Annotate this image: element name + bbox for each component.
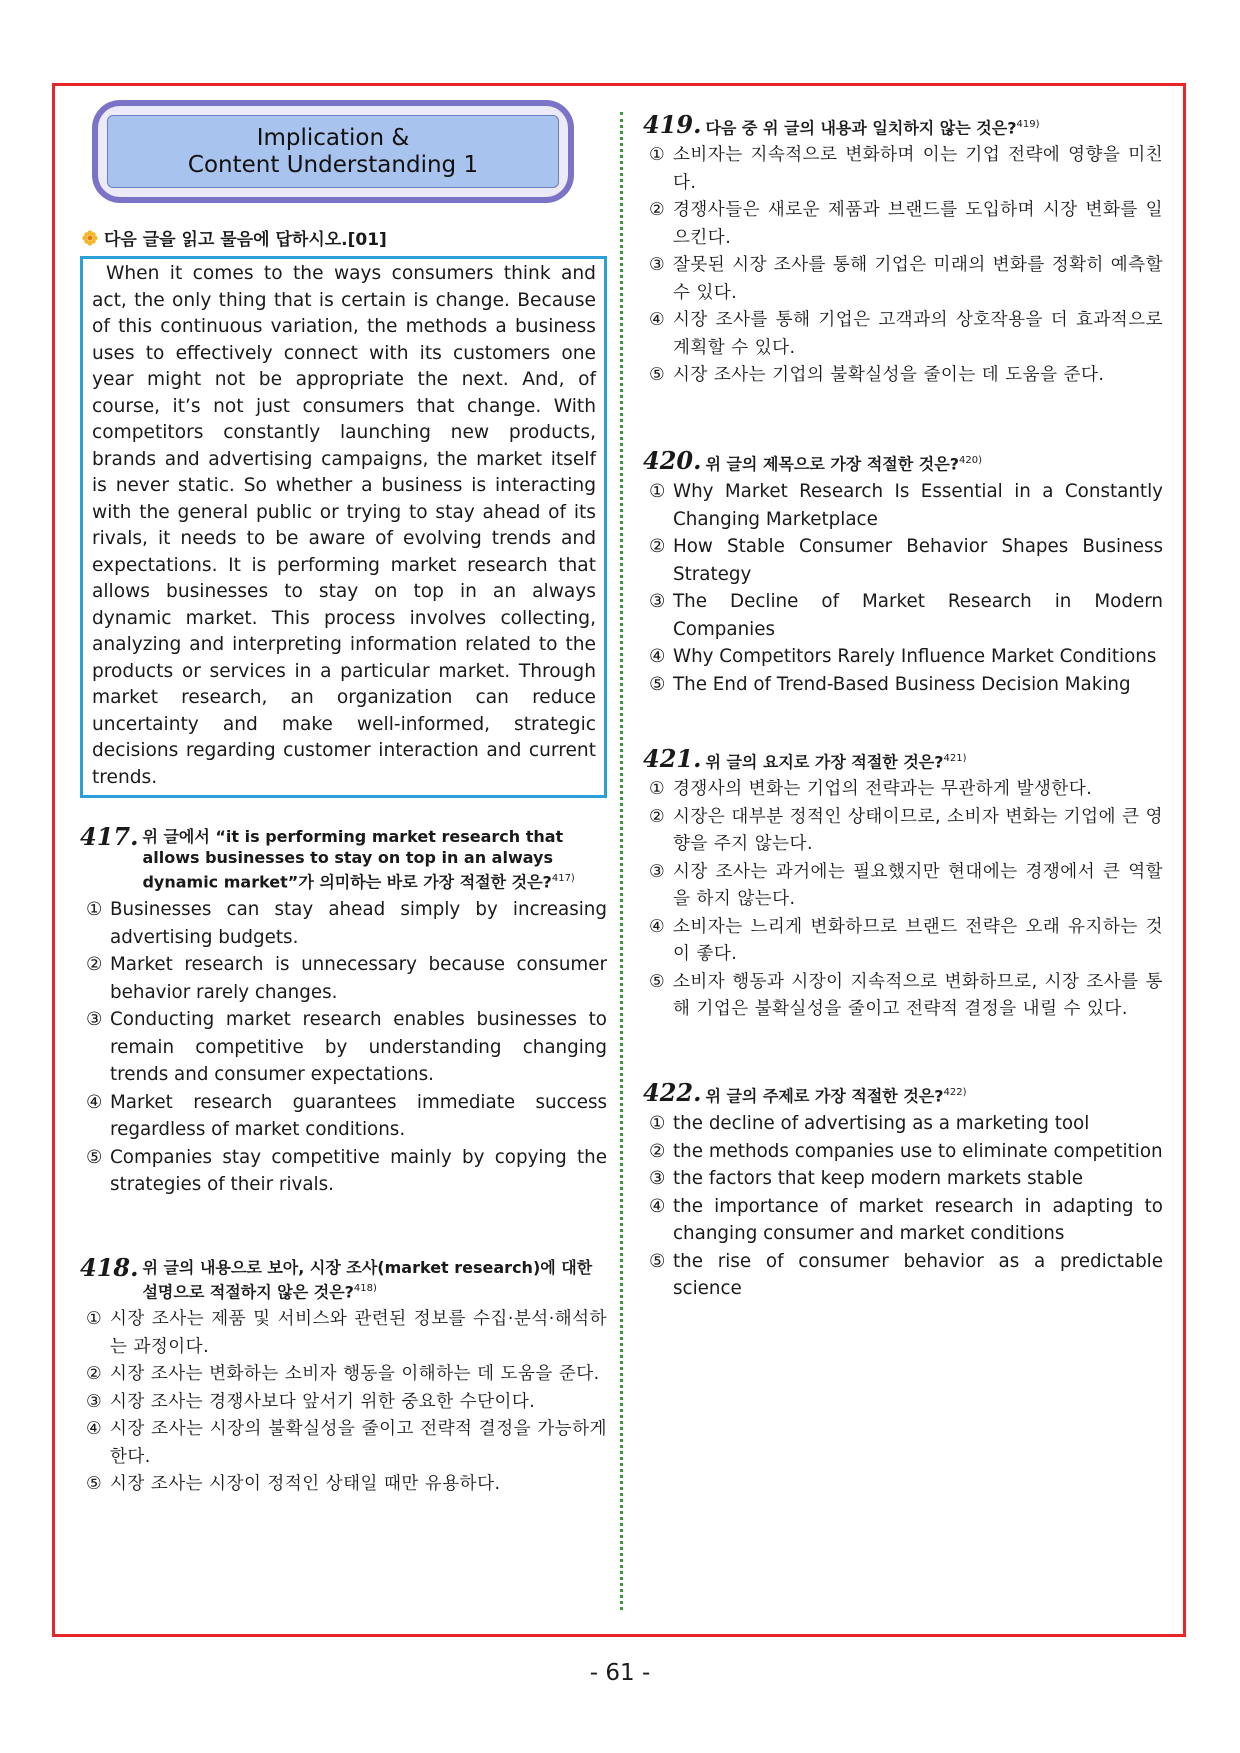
option-text: the factors that keep modern markets stable xyxy=(673,1168,1083,1190)
section-title-line2: Content Understanding 1 xyxy=(187,151,479,178)
option[interactable] xyxy=(80,951,607,1006)
section-title-line1: Implication & xyxy=(256,124,410,151)
option-number: ③ xyxy=(649,255,666,276)
option-text: Why Market Research Is Essential in a Constantly Changing Marketplace xyxy=(673,481,1163,530)
option-text: Companies stay competitive mainly by copying the strategies of their rivals. xyxy=(110,1146,607,1196)
option-text: 시장 조사는 변화하는 소비자 행동을 이해하는 데 도움을 준다. xyxy=(110,1364,600,1385)
option-number: ③ xyxy=(649,1168,666,1190)
option[interactable] xyxy=(80,1389,607,1417)
option-text: 시장 조사는 과거에는 필요했지만 현대에는 경쟁에서 큰 역할을 하지 않는다. xyxy=(673,861,1163,910)
option[interactable] xyxy=(643,804,1163,859)
footnote-ref: 418) xyxy=(353,1282,377,1294)
option-text: How Stable Consumer Behavior Shapes Business Strategy xyxy=(673,536,1163,585)
instruction xyxy=(82,225,607,250)
option-number: ② xyxy=(649,806,666,827)
question-418 xyxy=(80,1252,607,1499)
option-text: Market research is unnecessary because consumer behavior rarely changes. xyxy=(110,954,607,1003)
option[interactable] xyxy=(643,252,1163,307)
left-column xyxy=(80,100,607,1519)
option-text: 경쟁사의 변화는 기업의 전략과는 무관하게 발생한다. xyxy=(673,779,1093,800)
question-number: 421. xyxy=(643,744,702,774)
option[interactable] xyxy=(643,859,1163,914)
option-number: ① xyxy=(649,1113,666,1135)
option-text: 소비자는 지속적으로 변화하며 이는 기업 전략에 영향을 미친다. xyxy=(673,145,1163,193)
option-text: the importance of market research in adapting to changing consumer and market conditions xyxy=(673,1195,1163,1245)
option-text: 시장은 대부분 정적인 상태이므로, 소비자 변화는 기업에 큰 영향을 주지 않는다. xyxy=(673,806,1163,855)
footnote-ref: 421) xyxy=(943,753,967,765)
option[interactable] xyxy=(643,588,1163,643)
option[interactable] xyxy=(643,478,1163,533)
question-number: 420. xyxy=(643,445,702,475)
option[interactable] xyxy=(643,1110,1163,1138)
option[interactable] xyxy=(80,1361,607,1389)
option-number: ② xyxy=(649,536,666,558)
footnote-ref: 417) xyxy=(551,873,575,884)
question-number: 422. xyxy=(643,1077,702,1107)
option-text: 시장 조사는 시장의 불확실성을 줄이고 전략적 결정을 가능하게 한다. xyxy=(110,1419,607,1467)
question-421 xyxy=(643,744,1163,1024)
option-number: ① xyxy=(649,779,666,800)
option-number: ⑤ xyxy=(86,1146,103,1168)
option-text: Market research guarantees immediate success regardless of market conditions. xyxy=(110,1091,607,1141)
question-stem: 위 글의 요지로 가장 적절한 것은? xyxy=(705,752,944,772)
question-419 xyxy=(643,110,1163,390)
option[interactable] xyxy=(643,914,1163,969)
option[interactable] xyxy=(643,142,1163,197)
option-number: ③ xyxy=(86,1391,103,1412)
option-number: ⑤ xyxy=(86,1474,103,1495)
option[interactable] xyxy=(643,776,1163,804)
option[interactable] xyxy=(643,362,1163,390)
option-text: 경쟁사들은 새로운 제품과 브랜드를 도입하며 시장 변화를 일으킨다. xyxy=(673,200,1163,248)
question-stem: 위 글의 내용으로 보아, 시장 조사(market research)에 대한 설명으로 적절하지 않은 것은? xyxy=(142,1257,593,1302)
option-text: 시장 조사는 시장이 정적인 상태일 때만 유용하다. xyxy=(110,1474,501,1495)
option-number: ④ xyxy=(86,1419,103,1440)
option-text: The End of Trend-Based Business Decision Making xyxy=(673,673,1131,695)
option-number: ① xyxy=(86,899,103,921)
option[interactable] xyxy=(643,197,1163,252)
option[interactable] xyxy=(643,1138,1163,1166)
flower-icon xyxy=(82,230,98,246)
option[interactable] xyxy=(643,969,1163,1024)
option-text: the rise of consumer behavior as a predictable science xyxy=(673,1250,1163,1300)
option-number: ② xyxy=(86,1364,103,1385)
option-number: ⑤ xyxy=(649,673,666,695)
option-text: the methods companies use to eliminate competition xyxy=(673,1140,1163,1162)
option-number: ④ xyxy=(649,310,666,331)
option-number: ① xyxy=(649,481,666,503)
option-number: ⑤ xyxy=(649,971,666,992)
option-number: ① xyxy=(649,145,666,166)
option-text: Why Competitors Rarely Influence Market Conditions xyxy=(673,646,1157,668)
footnote-ref: 419) xyxy=(1016,119,1040,130)
option[interactable] xyxy=(80,1306,607,1361)
option-number: ⑤ xyxy=(649,365,666,386)
option-number: ④ xyxy=(649,916,666,937)
reading-passage xyxy=(80,256,607,798)
section-title-badge xyxy=(92,100,574,203)
option[interactable] xyxy=(80,1416,607,1471)
question-422 xyxy=(643,1077,1163,1303)
option-text: 시장 조사는 기업의 불확실성을 줄이는 데 도움을 준다. xyxy=(673,365,1105,386)
option[interactable] xyxy=(643,1248,1163,1303)
option-text: 시장 조사는 제품 및 서비스와 관련된 정보를 수집·분석·해석하는 과정이다. xyxy=(110,1309,607,1357)
option[interactable] xyxy=(643,533,1163,588)
option-text: 잘못된 시장 조사를 통해 기업은 미래의 변화를 정확히 예측할 수 있다. xyxy=(673,255,1163,303)
option-text: Conducting market research enables businesses to remain competitive by understanding changing trends and consumer expectations. xyxy=(110,1009,607,1086)
option-number: ③ xyxy=(649,591,666,613)
option[interactable] xyxy=(643,307,1163,362)
question-stem: 위 글의 제목으로 가장 적절한 것은? xyxy=(705,454,959,474)
footnote-ref: 420) xyxy=(958,454,982,466)
question-number: 417. xyxy=(80,822,139,851)
option[interactable] xyxy=(80,896,607,951)
option[interactable] xyxy=(643,1193,1163,1248)
footnote-ref: 422) xyxy=(943,1086,967,1098)
question-number: 419. xyxy=(643,110,702,139)
option-text: The Decline of Market Research in Modern Companies xyxy=(673,591,1163,640)
option-text: the decline of advertising as a marketing tool xyxy=(673,1113,1090,1135)
option-text: 시장 조사는 경쟁사보다 앞서기 위한 중요한 수단이다. xyxy=(110,1391,536,1412)
passage-text: When it comes to the ways consumers think and act, the only thing that is certain is change. Because of this continuous variation, the methods a business uses to effectively connect with its customers one year might not be appropriate the next. And, of course, it’s not just consumers that change. With competitors constantly launching new products, brands and advertising campaigns, the market itself is never static. So whether a business is interacting with the general public or trying to stay ahead of its rivals, it needs to be aware of evolving trends and expectations. It is performing market research that allows businesses to stay on top in an always dynamic market. This process involves collecting, analyzing and interpreting information related to the products or services in a particular market. Through market research, an organization can reduce uncertainty and make well-informed, strategic decisions regarding customer interaction and current trends. xyxy=(92,263,596,788)
column-divider xyxy=(620,112,623,1610)
option[interactable] xyxy=(643,643,1163,671)
question-stem: 다음 중 위 글의 내용과 일치하지 않는 것은? xyxy=(705,118,1017,138)
question-420 xyxy=(643,445,1163,698)
question-stem: 위 글의 주제로 가장 적절한 것은? xyxy=(705,1086,944,1106)
page-number: - 61 - xyxy=(589,1660,651,1686)
option[interactable] xyxy=(643,671,1163,699)
question-417 xyxy=(80,822,607,1199)
option-number: ⑤ xyxy=(649,1250,666,1272)
option[interactable] xyxy=(80,1006,607,1089)
option-text: Businesses can stay ahead simply by increasing advertising budgets. xyxy=(110,899,607,948)
option-text: 소비자 행동과 시장이 지속적으로 변화하므로, 시장 조사를 통해 기업은 불확실성을 줄이고 전략적 결정을 내릴 수 있다. xyxy=(673,971,1163,1020)
option-number: ① xyxy=(86,1309,103,1330)
option-number: ④ xyxy=(649,646,666,668)
option[interactable] xyxy=(643,1165,1163,1193)
option-number: ④ xyxy=(86,1091,103,1113)
right-column xyxy=(643,110,1163,1323)
option-number: ② xyxy=(649,1140,666,1162)
instruction-text: 다음 글을 읽고 물음에 답하시오.[01] xyxy=(104,230,387,250)
option-number: ④ xyxy=(649,1195,666,1217)
option-number: ② xyxy=(86,954,103,976)
option-text: 시장 조사를 통해 기업은 고객과의 상호작용을 더 효과적으로 계획할 수 있다. xyxy=(673,310,1163,358)
option-text: 소비자는 느리게 변화하므로 브랜드 전략은 오래 유지하는 것이 좋다. xyxy=(673,916,1163,965)
question-number: 418. xyxy=(80,1252,139,1282)
option-number: ② xyxy=(649,200,666,221)
option-number: ③ xyxy=(86,1009,103,1031)
option[interactable] xyxy=(80,1471,607,1499)
option[interactable] xyxy=(80,1089,607,1144)
question-stem: 위 글에서 “it is performing market research that allows businesses to stay on top in an always dynamic market”가 의미하는 바로 가장 적절한 것은? xyxy=(142,827,564,892)
option[interactable] xyxy=(80,1144,607,1199)
option-number: ③ xyxy=(649,861,666,882)
